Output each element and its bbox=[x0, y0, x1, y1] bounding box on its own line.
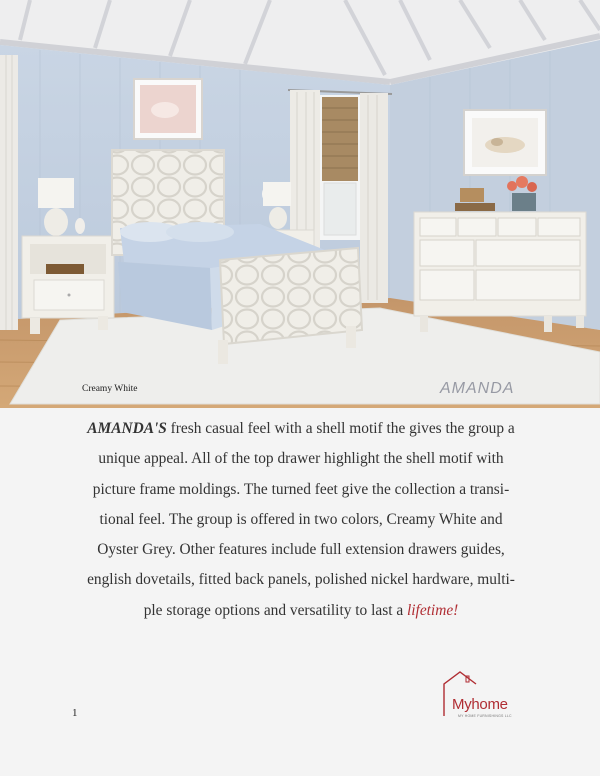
photo-caption-color: Creamy White bbox=[82, 384, 138, 394]
logo-wordmark: Myhome bbox=[452, 696, 508, 713]
description-segment: fresh casual feel with a shell motif the gives the group a bbox=[166, 420, 515, 437]
description-line: unique appeal. All of the top drawer highlight the shell motif with bbox=[98, 450, 504, 468]
description-line: tional feel. The group is offered in two colors, Creamy White and bbox=[99, 510, 503, 528]
description-line bbox=[56, 414, 546, 444]
page-number: 1 bbox=[72, 707, 78, 719]
photo-caption-collection: AMANDA bbox=[440, 380, 515, 397]
description-line: picture frame moldings. The turned feet give the collection a transi- bbox=[92, 480, 510, 498]
description-segment: ple storage options and versatility to last a bbox=[143, 601, 407, 619]
description-line bbox=[56, 596, 546, 626]
logo-tagline: MY HOME FURNISHINGS LLC bbox=[458, 714, 512, 718]
description-line: english dovetails, fitted back panels, polished nickel hardware, multi- bbox=[87, 571, 515, 589]
emphasis-lifetime: lifetime! bbox=[407, 601, 459, 619]
description-line: Oyster Grey. Other features include full extension drawers guides, bbox=[97, 541, 505, 559]
brand-name: AMANDA'S bbox=[87, 420, 167, 437]
description-text bbox=[56, 414, 546, 626]
